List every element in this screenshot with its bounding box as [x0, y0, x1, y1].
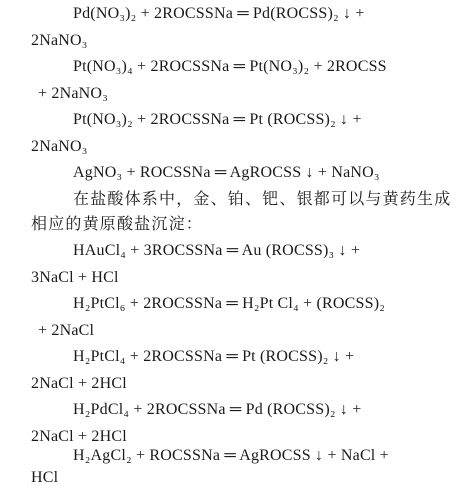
equation-8-line-2: 2NaCl + 2HCl [31, 428, 127, 445]
equation-8-line-1: H₂PdCl₄ + 2ROCSSNa ═ Pd (ROCSS)₂ ↓ + [73, 401, 362, 418]
equation-1-line-1: Pd(NO₃)₂ + 2ROCSSNa ═ Pd(ROCSS)₂ ↓ + [73, 5, 365, 22]
equation-9-line-2: HCl [31, 469, 59, 486]
equation-6-line-2: + 2NaCl [38, 322, 95, 339]
equation-7-line-1: H₂PtCl₄ + 2ROCSSNa ═ Pt (ROCSS)₂ ↓ + [73, 348, 355, 365]
equation-3-line-2: 2NaNO₃ [31, 138, 88, 155]
equation-1-line-2: 2NaNO₃ [31, 32, 88, 49]
paragraph-line-2: 相应的黄原酸盐沉淀： [31, 216, 204, 233]
equation-9-line-1: H₂AgCl₂ + ROCSSNa ═ AgROCSS ↓ + NaCl + [73, 447, 389, 464]
equation-4: AgNO₃ + ROCSSNa ═ AgROCSS ↓ + NaNO₃ [73, 164, 380, 181]
paragraph-line-1: 在盐酸体系中，金、铂、钯、银都可以与黄药生成 [73, 191, 452, 208]
equation-6-line-1: H₂PtCl₆ + 2ROCSSNa ═ H₂Pt Cl₄ + (ROCSS)₂ [73, 295, 386, 312]
equation-5-line-2: 3NaCl + HCl [31, 269, 119, 286]
equation-2-line-1: Pt(NO₃)₄ + 2ROCSSNa ═ Pt(NO₃)₂ + 2ROCSS [73, 58, 387, 75]
equation-2-line-2: + 2NaNO₃ [38, 85, 108, 102]
equation-7-line-2: 2NaCl + 2HCl [31, 375, 127, 392]
equation-5-line-1: HAuCl₄ + 3ROCSSNa ═ Au (ROCSS)₃ ↓ + [73, 242, 361, 259]
equation-3-line-1: Pt(NO₃)₂ + 2ROCSSNa ═ Pt (ROCSS)₂ ↓ + [73, 111, 362, 128]
